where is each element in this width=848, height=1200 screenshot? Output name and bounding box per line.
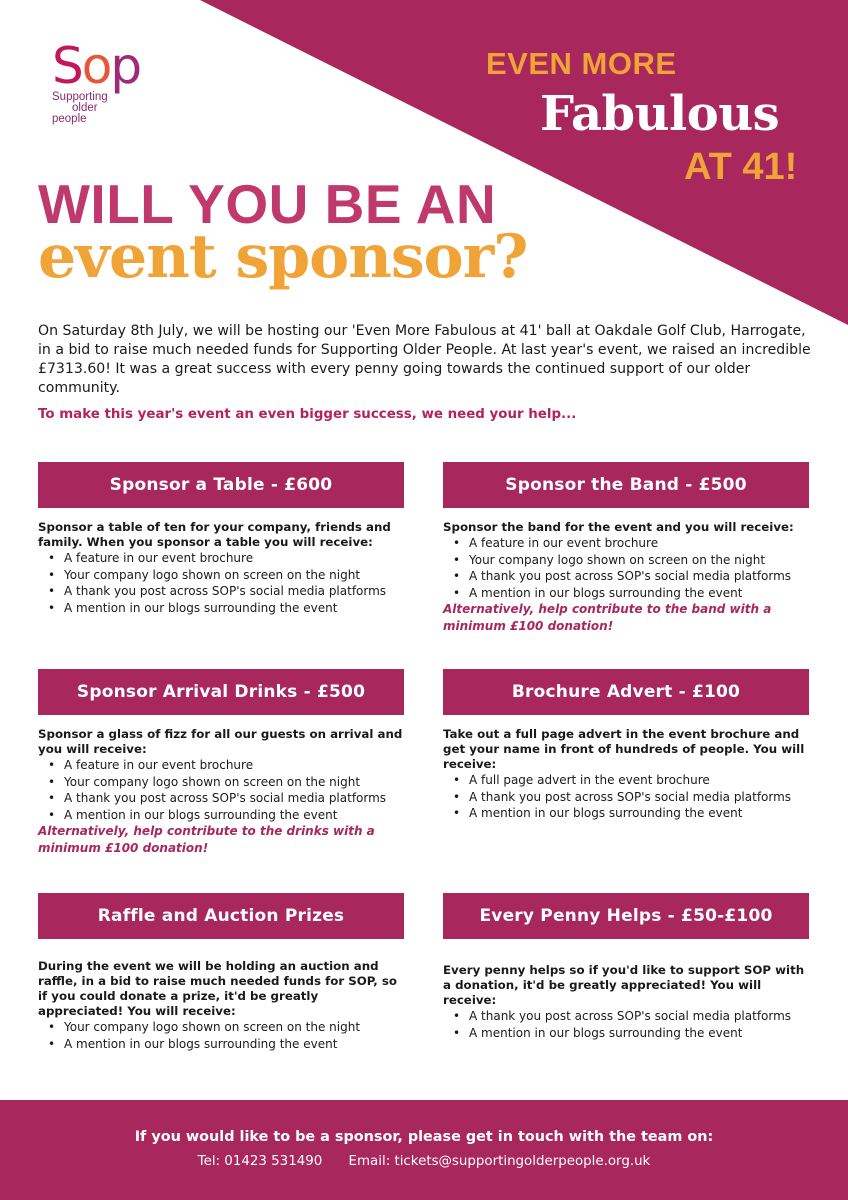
footer-phone[interactable]: Tel: 01423 531490	[197, 1154, 323, 1169]
list-item: • A thank you post across SOP's social media platforms	[453, 789, 809, 806]
card-intro: Take out a full page advert in the event brochure and get your name in front of hundreds of people. You will receive:	[443, 727, 805, 771]
list-item: • A thank you post across SOP's social media platforms	[453, 1008, 809, 1025]
logo-text-line2: older	[72, 102, 98, 114]
footer-contacts	[0, 1154, 848, 1169]
list-item: • A mention in our blogs surrounding the event	[48, 807, 404, 824]
list-item: • A mention in our blogs surrounding the event	[453, 1025, 809, 1042]
logo-letter-s: S	[52, 37, 82, 95]
card-every-penny-helps	[443, 893, 809, 1041]
list-item: • A feature in our event brochure	[48, 550, 404, 567]
contact-footer	[0, 1100, 848, 1200]
benefit-list	[48, 757, 404, 823]
list-item: • Your company logo shown on screen on the night	[48, 567, 404, 584]
benefit-list	[453, 772, 809, 822]
list-item: • A thank you post across SOP's social media platforms	[453, 568, 809, 585]
hero-title-line2: event sponsor?	[38, 222, 528, 292]
logo-letter-p: p	[110, 37, 141, 95]
card-title: Sponsor the Band - £500	[443, 462, 809, 508]
list-item: • Your company logo shown on screen on the night	[48, 1019, 404, 1036]
logo-mark	[52, 37, 162, 95]
card-title: Raffle and Auction Prizes	[38, 893, 404, 939]
card-sponsor-table	[38, 462, 404, 616]
list-item: • A thank you post across SOP's social media platforms	[48, 790, 404, 807]
logo-letter-o: o	[81, 37, 111, 95]
list-item: • Your company logo shown on screen on the night	[453, 552, 809, 569]
card-title: Every Penny Helps - £50-£100	[443, 893, 809, 939]
list-item: • A mention in our blogs surrounding the event	[48, 1036, 404, 1053]
card-raffle-auction-prizes	[38, 893, 404, 1052]
card-intro: During the event we will be holding an auction and raffle, in a bid to raise much needed funds for SOP, so if you could donate a prize, it'd be greatly appreciated! You will receive:	[38, 959, 397, 1018]
intro-call-to-action: To make this year's event an even bigger success, we need your help...	[38, 407, 577, 422]
list-item: • A mention in our blogs surrounding the event	[453, 585, 809, 602]
logo-text-line3: people	[52, 113, 87, 125]
card-intro: Sponsor a glass of fizz for all our guests on arrival and you will receive:	[38, 727, 403, 756]
tagline-even-more: EVEN MORE	[486, 46, 677, 81]
footer-email[interactable]: Email: tickets@supportingolderpeople.org.uk	[348, 1154, 651, 1169]
card-title: Sponsor a Table - £600	[38, 462, 404, 508]
list-item: • Your company logo shown on screen on the night	[48, 774, 404, 791]
list-item: • A mention in our blogs surrounding the event	[453, 805, 809, 822]
benefit-list	[453, 535, 809, 601]
benefit-list	[453, 1008, 809, 1041]
sop-logo	[52, 37, 162, 125]
tagline-at-41: AT 41!	[684, 146, 798, 188]
footer-invitation: If you would like to be a sponsor, please get in touch with the team on:	[134, 1129, 714, 1145]
card-intro: Sponsor a table of ten for your company, friends and family. When you sponsor a table you will receive:	[38, 520, 391, 549]
card-intro: Sponsor the band for the event and you will receive:	[443, 520, 794, 534]
hero-title-line1: WILL YOU BE AN	[38, 173, 497, 235]
benefit-list	[48, 550, 404, 616]
benefit-list	[48, 1019, 404, 1052]
tagline-fabulous: Fabulous	[540, 86, 780, 142]
card-alternative-note: Alternatively, help contribute to the drinks with a minimum £100 donation!	[38, 824, 375, 855]
card-title: Brochure Advert - £100	[443, 669, 809, 715]
list-item: • A mention in our blogs surrounding the event	[48, 600, 404, 617]
card-brochure-advert	[443, 669, 809, 822]
intro-paragraph: On Saturday 8th July, we will be hosting our 'Even More Fabulous at 41' ball at Oakdale Golf Club, Harrogate, in a bid to raise much needed funds for Supporting Older People. At last year's event, we raised an incredible £7313.60! It was a great success with every penny going towards the continued support of our older community.	[38, 323, 811, 396]
list-item: • A feature in our event brochure	[48, 757, 404, 774]
list-item: • A feature in our event brochure	[453, 535, 809, 552]
logo-text-line1: Supporting	[52, 91, 108, 103]
card-sponsor-arrival-drinks	[38, 669, 404, 856]
card-alternative-note: Alternatively, help contribute to the band with a minimum £100 donation!	[443, 602, 772, 633]
card-title: Sponsor Arrival Drinks - £500	[38, 669, 404, 715]
card-sponsor-band	[443, 462, 809, 634]
card-intro: Every penny helps so if you'd like to support SOP with a donation, it'd be greatly appreciated! You will receive:	[443, 963, 805, 1007]
list-item: • A full page advert in the event brochure	[453, 772, 809, 789]
logo-text	[52, 92, 162, 125]
list-item: • A thank you post across SOP's social media platforms	[48, 583, 404, 600]
